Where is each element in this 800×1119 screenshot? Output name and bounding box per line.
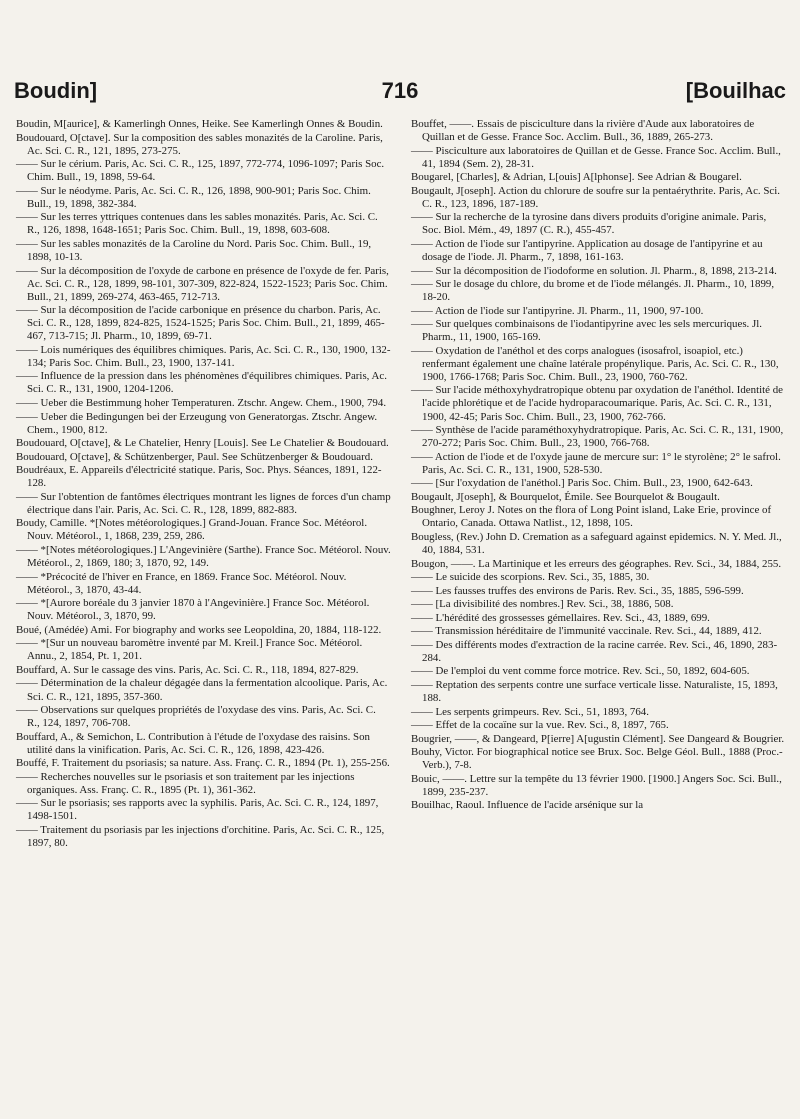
bibliography-entry: —— Sur le psoriasis; ses rapports avec la syphilis. Paris, Ac. Sci. C. R., 124, 1897, 1498-1501. [16,797,379,823]
bibliography-entry: —— Ueber die Bestimmung hoher Temperaturen. Ztschr. Angew. Chem., 1900, 794. [16,396,387,409]
bibliography-entry: Boudouard, O[ctave], & Schützenberger, Paul. See Schützenberger & Boudouard. [16,450,373,463]
bibliography-entry: Boué, (Amédée) Ami. For biography and works see Leopoldina, 20, 1884, 118-122. [16,623,382,636]
bibliography-entry: —— [Sur l'oxydation de l'anéthol.] Paris Soc. Chim. Bull., 23, 1900, 642-643. [411,477,753,490]
bibliography-entry: Bouffard, A., & Semichon, L. Contribution à l'étude de l'oxydase des raisins. Son utilité dans la vinification. Paris, Ac. Sci. C. R., 126, 1898, 423-426. [16,730,370,756]
bibliography-entry: —— L'hérédité des grossesses gémellaires. Rev. Sci., 43, 1889, 699. [411,611,710,624]
bibliography-entry: —— Effet de la cocaïne sur la vue. Rev. Sci., 8, 1897, 765. [411,719,669,732]
bibliography-entry: Boudouard, O[ctave]. Sur la composition des sables monazités de la Caroline. Paris, Ac. Sci. C. R., 121, 1895, 273-275. [16,131,383,157]
bibliography-entry: —— De l'emploi du vent comme force motrice. Rev. Sci., 50, 1892, 604-605. [411,665,750,678]
bibliography-entry: —— Observations sur quelques propriétés de l'oxydase des vins. Paris, Ac. Sci. C. R., 124, 1897, 706-708. [16,704,376,730]
bibliography-entry: —— Oxydation de l'anéthol et des corps analogues (isosafrol, isoapiol, etc.) renfermant également une chaîne latérale propénylique. Paris, Ac. Sci. C. R., 130, 1900, 1766-1768; Paris Soc. Chim. Bull., 23, 1900, 760-762. [411,344,779,383]
bibliography-entry: Bougault, J[oseph]. Action du chlorure de soufre sur la pentaérythrite. Paris, Ac. Sci. C. R., 123, 1896, 187-189. [411,184,780,210]
bibliography-entry: —— Action de l'iode et de l'oxyde jaune de mercure sur: 1° le styrolène; 2° le safrol. Paris, Ac. Sci. C. R., 131, 1900, 528-530. [411,450,781,476]
bibliography-entry: —— Influence de la pression dans les phénomènes d'équilibres chimiques. Paris, Ac. Sci. C. R., 131, 1900, 1204-1206. [16,370,387,396]
bibliography-entry: Bouffard, A. Sur le cassage des vins. Paris, Ac. Sci. C. R., 118, 1894, 827-829. [16,663,359,676]
bibliography-entry: —— Pisciculture aux laboratoires de Quillan et de Gesse. France Soc. Acclim. Bull., 41, 1894 (Sem. 2), 28-31. [411,144,781,170]
bibliography-entry: —— Transmission héréditaire de l'immunité vaccinale. Rev. Sci., 44, 1889, 412. [411,625,762,638]
bibliography-entry: —— Sur le cérium. Paris, Ac. Sci. C. R., 125, 1897, 772-774, 1096-1097; Paris Soc. Chim. Bull., 19, 1898, 59-64. [16,158,385,184]
bibliography-entry: Bouhy, Victor. For biographical notice see Brux. Soc. Belge Géol. Bull., 1888 (Proc.-Verb.), 7-8. [411,746,783,772]
bibliography-entry: —— Traitement du psoriasis par les injections d'orchitine. Paris, Ac. Sci. C. R., 125, 1897, 80. [16,823,385,850]
bibliography-entry: —— Le suicide des scorpions. Rev. Sci., 35, 1885, 30. [411,571,650,584]
bibliography-entry: —— Action de l'iode sur l'antipyrine. Application au dosage de l'antipyrine et au dosage de l'iode. Jl. Pharm., 7, 1898, 161-163. [411,237,763,263]
bibliography-entry: Boudréaux, E. Appareils d'électricité statique. Paris, Soc. Phys. Séances, 1891, 122-128. [16,464,382,490]
bibliography-entry: —— Synthèse de l'acide paraméthoxyhydratropique. Paris, Ac. Sci. C. R., 131, 1900, 270-272; Paris Soc. Chim. Bull., 23, 1900, 766-768. [411,424,784,450]
bibliography-entry: Boughner, Leroy J. Notes on the flora of Long Point island, Lake Erie, province of Ontario, Canada. Ottawa Natlist., 12, 1898, 105. [411,504,772,530]
bibliography-entry: —— Détermination de la chaleur dégagée dans la fermentation alcoolique. Paris, Ac. Sci. C. R., 121, 1895, 357-360. [16,677,388,703]
bibliography-entry: —— Reptation des serpents contre une surface verticale lisse. Naturaliste, 15, 1893, 188. [411,678,778,705]
bibliography-entry: —— Sur la recherche de la tyrosine dans divers produits d'origine animale. Paris, Soc. Biol. Mém., 49, 1897 (C. R.), 455-457. [411,211,767,237]
bibliography-entry: Bouffé, F. Traitement du psoriasis; sa nature. Ass. Franç. C. R., 1894 (Pt. 1), 255-256. [16,757,390,770]
bibliography-entry: —— Sur le dosage du chlore, du brome et de l'iode mélangés. Jl. Pharm., 10, 1899, 18-20. [411,278,775,304]
bibliography-entry: —— *Précocité de l'hiver en France, en 1869. France Soc. Météorol. Nouv. Météorol., 3, 1870, 43-44. [16,570,347,596]
bibliography-entry: Bouffet, ——. Essais de pisciculture dans la rivière d'Aude aux laboratoires de Quillan et de Gesse. France Soc. Acclim. Bull., 36, 1889, 265-273. [411,118,755,144]
bibliography-entry: —— Sur la décomposition de l'acide carbonique en présence du charbon. Paris, Ac. Sci. C. R., 128, 1899, 824-825, 1524-1525; Paris Soc. Chim. Bull., 21, 1899, 465-467, 713-715; Jl. Pharm., 10, 1899, 69-71. [16,304,385,343]
bibliography-entry: Boudy, Camille. *[Notes météorologiques.] Grand-Jouan. France Soc. Météorol. Nouv. Météorol., 1, 1868, 239, 259, 286. [16,517,368,543]
bibliography-entry: —— Des différents modes d'extraction de la racine carrée. Rev. Sci., 46, 1890, 283-284. [411,638,778,664]
bibliography-entry: Boudin, M[aurice], & Kamerlingh Onnes, Heike. See Kamerlingh Onnes & Boudin. [16,118,383,130]
page-number: 716 [381,78,419,103]
bibliography-entry: Bougarel, [Charles], & Adrian, L[ouis] A[lphonse]. See Adrian & Bougarel. [411,171,742,184]
bibliography-entry: —— Sur la décomposition de l'iodoforme en solution. Jl. Pharm., 8, 1898, 213-214. [411,264,777,277]
header-last-entry: [Bouilhac [685,78,786,103]
bibliography-entry: —— Action de l'iode sur l'antipyrine. Jl. Pharm., 11, 1900, 97-100. [411,304,704,317]
right-column [411,118,786,813]
bibliography-entry: Boudouard, O[ctave], & Le Chatelier, Henry [Louis]. See Le Chatelier & Boudouard. [16,437,389,450]
running-header [14,78,786,114]
bibliography-entry: —— *[Notes météorologiques.] L'Angevinière (Sarthe). France Soc. Météorol. Nouv. Météorol., 2, 1869, 180; 3, 1870, 92, 149. [16,544,391,570]
bibliography-entry: —— Lois numériques des équilibres chimiques. Paris, Ac. Sci. C. R., 130, 1900, 132-134; Paris Soc. Chim. Bull., 23, 1900, 137-141. [16,343,391,369]
bibliography-entry: —— Sur l'obtention de fantômes électriques montrant les lignes de forces d'un champ électrique dans l'air. Paris, Ac. Sci. C. R., 128, 1899, 882-883. [16,490,391,516]
bibliography-entry: Bouilhac, Raoul. Influence de l'acide arsénique sur la [411,799,644,812]
bibliography-entry: Bougless, (Rev.) John D. Cremation as a safeguard against epidemics. N. Y. Med. Jl., 40, 1884, 531. [411,530,782,556]
header-first-entry: Boudin] [14,78,98,103]
bibliography-entry: —— Les serpents grimpeurs. Rev. Sci., 51, 1893, 764. [411,705,649,718]
bibliography-entry: —— Sur la décomposition de l'oxyde de carbone en présence de l'oxyde de fer. Paris, Ac. Sci. C. R., 128, 1899, 98-101, 307-309, 822-824, 1522-1523; Paris Soc. Chim. Bull., 21, 1899, 269-274, 463-465, 712-713. [16,264,389,303]
left-column [16,118,391,851]
bibliography-entry: —— *[Sur un nouveau baromètre inventé par M. Kreil.] France Soc. Météorol. Annu., 2, 1854, Pt. 1, 201. [16,637,363,663]
bibliography-entry: —— Sur l'acide méthoxyhydratropique obtenu par oxydation de l'anéthol. Identité de l'acide phlorétique et de l'acide hydroparacoumarique. Paris, Ac. Sci. C. R., 131, 1900, 42-45; Paris Soc. Chim. Bull., 23, 1900, 762-766. [411,384,783,423]
bibliography-entry: —— Ueber die Bedingungen bei der Erzeugung von Generatorgas. Ztschr. Angew. Chem., 1900, 812. [16,410,378,436]
bibliography-entry: —— [La divisibilité des nombres.] Rev. Sci., 38, 1886, 508. [411,598,674,611]
bibliography-entry: —— Sur les terres yttriques contenues dans les sables monazités. Paris, Ac. Sci. C. R., 126, 1898, 1648-1651; Paris Soc. Chim. Bull., 19, 1898, 603-608. [16,211,378,237]
bibliography-entry: —— Les fausses truffes des environs de Paris. Rev. Sci., 35, 1885, 596-599. [411,584,744,597]
bibliography-entry: Bougon, ——. La Martinique et les erreurs des géographes. Rev. Sci., 34, 1884, 255. [411,557,782,570]
bibliography-entry: Bouic, ——. Lettre sur la tempête du 13 février 1900. [1900.] Angers Soc. Sci. Bull., 1899, 235-237. [411,772,782,798]
bibliography-entry: —— Sur les sables monazités de la Caroline du Nord. Paris Soc. Chim. Bull., 19, 1898, 10-13. [16,237,372,263]
bibliography-entry: —— Recherches nouvelles sur le psoriasis et son traitement par les injections organiques. Ass. Franç. C. R., 1895 (Pt. 1), 361-362. [16,770,355,796]
bibliography-entry: Bougault, J[oseph], & Bourquelot, Émile. See Bourquelot & Bougault. [411,490,720,503]
bibliography-entry: —— Sur quelques combinaisons de l'iodantipyrine avec les sels mercuriques. Jl. Pharm., 11, 1900, 165-169. [411,318,762,344]
bibliography-entry: Bougrier, ——, & Dangeard, P[ierre] A[ugustin Clément]. See Dangeard & Bougrier. [411,732,785,745]
bibliography-entry: —— Sur le néodyme. Paris, Ac. Sci. C. R., 126, 1898, 900-901; Paris Soc. Chim. Bull., 19, 1898, 382-384. [16,184,371,210]
bibliography-entry: —— *[Aurore boréale du 3 janvier 1870 à l'Angevinière.] France Soc. Météorol. Nouv. Météorol., 3, 1870, 99. [16,597,370,623]
